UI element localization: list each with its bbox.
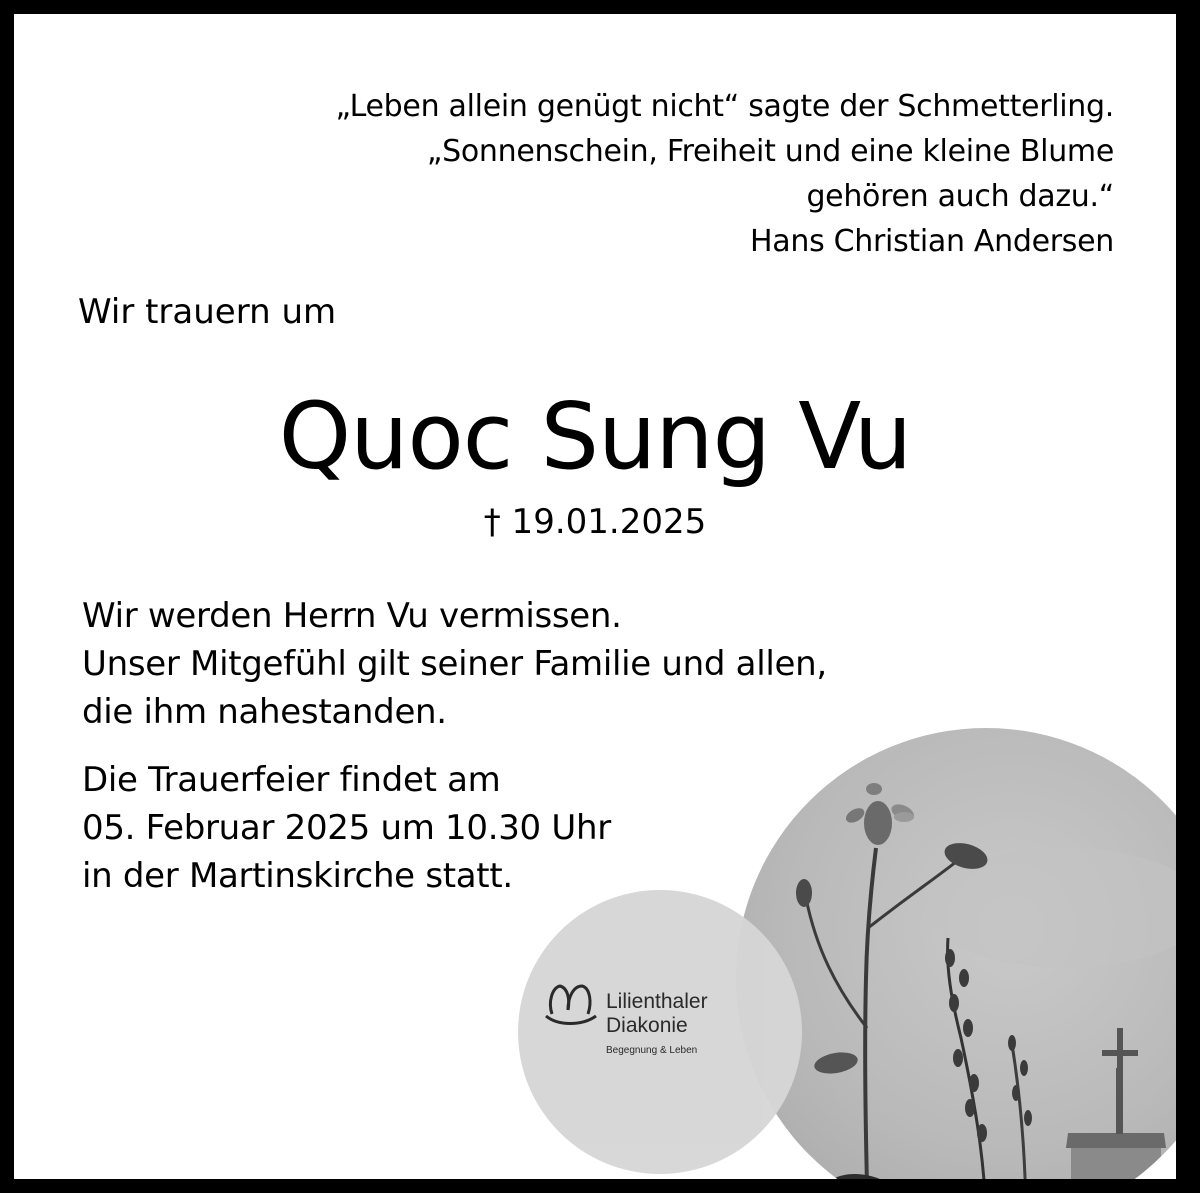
message-line-1: Wir werden Herrn Vu vermissen.: [82, 596, 622, 636]
service-info: [82, 756, 611, 900]
quote-line-1: „Leben allein genügt nicht“ sagte der Schmetterling.: [335, 89, 1114, 124]
quote-line-3: gehören auch dazu.“: [806, 179, 1114, 214]
logo-name-line-2: Diakonie: [606, 1014, 688, 1037]
logo-name-line-1: Lilienthaler: [606, 990, 708, 1013]
logo-text: [606, 990, 708, 1058]
condolence-message: [82, 592, 827, 736]
flower-illustration: [736, 728, 1176, 1179]
logo-tagline: Begegnung & Leben: [606, 1045, 698, 1056]
message-line-2: Unser Mitgefühl gilt seiner Familie und allen,: [82, 644, 827, 684]
quote-author: Hans Christian Andersen: [750, 224, 1114, 259]
flower-photo: [736, 728, 1176, 1179]
intro-text: Wir trauern um: [78, 292, 337, 332]
obituary-card: [14, 14, 1176, 1179]
quote-line-2: „Sonnenschein, Freiheit und eine kleine Blume: [426, 134, 1114, 169]
service-line-1: Die Trauerfeier findet am: [82, 760, 501, 800]
service-line-2: 05. Februar 2025 um 10.30 Uhr: [82, 808, 611, 848]
message-line-3: die ihm nahestanden.: [82, 692, 447, 732]
deceased-name: Quoc Sung Vu: [278, 383, 912, 490]
lily-logo-icon: [542, 980, 602, 1028]
quote-block: [335, 84, 1114, 264]
death-date: † 19.01.2025: [483, 502, 707, 542]
logo-badge: [518, 890, 802, 1174]
service-line-3: in der Martinskirche statt.: [82, 856, 513, 896]
